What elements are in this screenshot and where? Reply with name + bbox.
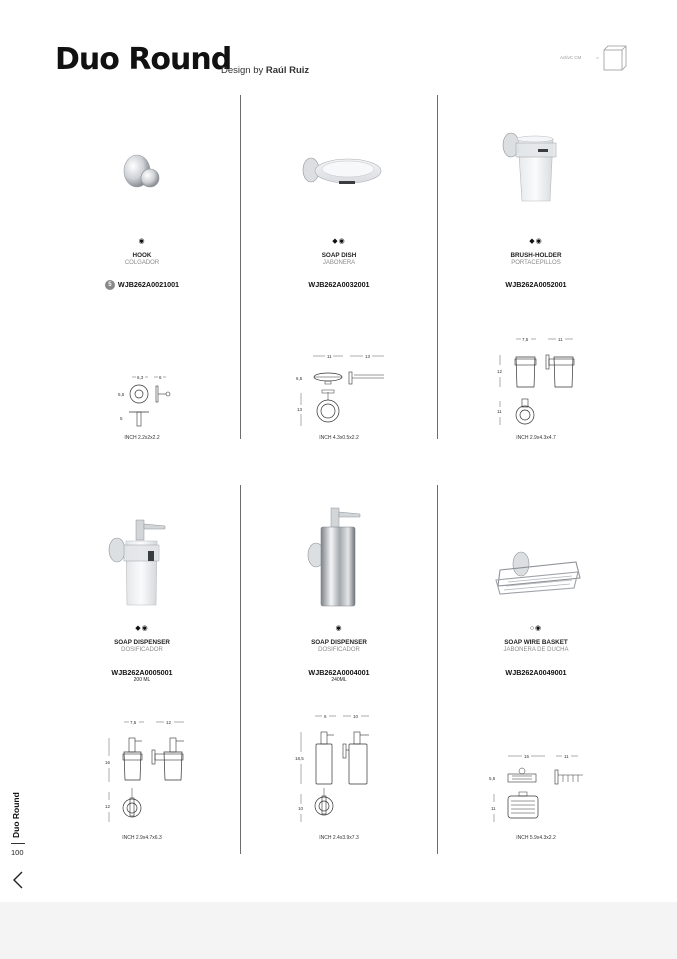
hook-code-badge: 5 (105, 280, 115, 290)
soap-dish-dim-4: 13 (297, 407, 303, 412)
brush-holder-photo (438, 125, 634, 207)
soap-dispenser-200-capacity: 200 ML (133, 677, 151, 683)
soap-dish-inch: INCH 4.3x0.5x2.2 (319, 435, 359, 441)
soap-dispenser-200-dim-1: 7,5 (130, 720, 137, 725)
soap-dish-photo (241, 145, 437, 200)
page-title: Duo Round (55, 42, 232, 77)
soap-dispenser-200-dim-2: 12 (166, 720, 172, 725)
soap-wire-basket-symbols: ○◉ (529, 625, 543, 632)
soap-dish-dim-1: 11 (327, 354, 332, 359)
hook-dim-3: 5,5 (118, 392, 125, 397)
soap-dispenser-240-name: SOAP DISPENSER (311, 639, 367, 646)
soap-dish-dim-2: 13 (365, 354, 371, 359)
sidebar-vertical-title: Duo Round (11, 792, 21, 838)
hook-code-text: WJB262A0021001 (117, 280, 180, 289)
brush-holder-technical-drawing (438, 333, 634, 431)
brush-holder-dim-4: 11 (497, 409, 502, 414)
hook-dim-4: 5 (120, 416, 123, 421)
soap-dispenser-240-technical-drawing (241, 710, 437, 828)
soap-dispenser-200-dim-4: 12 (105, 804, 111, 809)
hook-dim-1: 6,3 (137, 375, 144, 380)
hook-inch: INCH 2.2x2x2.2 (124, 435, 160, 441)
soap-wire-basket-technical-drawing (438, 750, 634, 828)
soap-dispenser-200-inch: INCH 2.9x4.7x6.3 (122, 835, 162, 841)
soap-wire-basket-dim-3: 5,5 (489, 776, 496, 781)
soap-dish-dim-3: 6,5 (296, 376, 303, 381)
soap-dish-name-es: JABONERA (322, 260, 356, 266)
brush-holder-inch: INCH 2.9x4.3x4.7 (516, 435, 556, 441)
designer-credit (221, 65, 309, 76)
viewer-footer-band (0, 902, 677, 959)
soap-dish-symbols: ◆◉ (332, 238, 346, 245)
brush-holder-symbols: ◆◉ (529, 238, 543, 245)
brush-holder-dim-1: 7,5 (522, 337, 529, 342)
designer-name: Raúl Ruiz (265, 65, 310, 76)
soap-dispenser-240-inch: INCH 2.4x3.9x7.3 (319, 835, 359, 841)
soap-dispenser-200-code: WJB262A0005001 (111, 668, 173, 677)
soap-wire-basket-name-es: JABONERA DE DUCHA (503, 647, 569, 653)
soap-dispenser-200-symbols: ◆◉ (135, 625, 149, 632)
soap-dish-technical-drawing (241, 350, 437, 430)
badge-text: ActivC CM (560, 55, 582, 60)
brush-holder-code: WJB262A0052001 (505, 280, 567, 289)
page-number: 100 (11, 848, 24, 857)
soap-dish-code: WJB262A0032001 (308, 280, 370, 289)
soap-dispenser-200-technical-drawing (44, 716, 240, 828)
soap-dispenser-240-code: WJB262A0004001 (308, 668, 370, 677)
hook-name: HOOK (132, 252, 152, 259)
soap-dispenser-240-name-es: DOSIFICADOR (318, 647, 360, 653)
brush-holder-dim-3: 12 (497, 369, 503, 374)
soap-wire-basket-inch: INCH 5.9x4.3x2.2 (516, 835, 556, 841)
hook-technical-drawing (44, 370, 240, 430)
brush-holder-name: BRUSH-HOLDER (510, 252, 562, 259)
back-arrow-button[interactable] (10, 869, 26, 891)
soap-dispenser-240-capacity: 240ML (331, 677, 347, 683)
sidebar-divider (11, 843, 25, 844)
soap-wire-basket-name: SOAP WIRE BASKET (504, 639, 568, 646)
cube-icon (560, 44, 630, 76)
brush-holder-dim-2: 11 (558, 337, 563, 342)
hook-dim-2: 6 (159, 375, 162, 380)
soap-dispenser-240-photo (241, 505, 437, 610)
hook-photo (44, 145, 240, 200)
soap-dispenser-240-symbols: ◉ (335, 625, 343, 632)
soap-dispenser-240-dim-1: 6 (324, 714, 327, 719)
designer-prefix: Design by (221, 65, 264, 76)
hook-code (44, 280, 240, 290)
soap-dispenser-200-name: SOAP DISPENSER (114, 639, 170, 646)
soap-wire-basket-photo (438, 540, 634, 600)
hook-name-es: COLGADOR (124, 260, 160, 266)
brush-holder-name-es: PORTACEPILLOS (511, 260, 561, 266)
soap-dispenser-200-photo (44, 515, 240, 610)
soap-dispenser-200-dim-3: 16 (105, 760, 111, 765)
soap-dispenser-240-dim-4: 10 (298, 806, 304, 811)
soap-wire-basket-dim-1: 15 (524, 754, 530, 759)
chevron-left-icon (10, 869, 26, 891)
soap-dish-name: SOAP DISH (321, 252, 357, 259)
soap-wire-basket-dim-2: 11 (564, 754, 569, 759)
soap-dispenser-240-dim-2: 10 (353, 714, 359, 719)
soap-wire-basket-code: WJB262A0049001 (505, 668, 567, 677)
hook-symbols: ◉ (138, 238, 146, 245)
soap-dispenser-240-dim-3: 18,5 (295, 756, 304, 761)
activc-badge (560, 44, 630, 76)
soap-dispenser-200-name-es: DOSIFICADOR (121, 647, 163, 653)
soap-wire-basket-dim-4: 11 (491, 806, 496, 811)
